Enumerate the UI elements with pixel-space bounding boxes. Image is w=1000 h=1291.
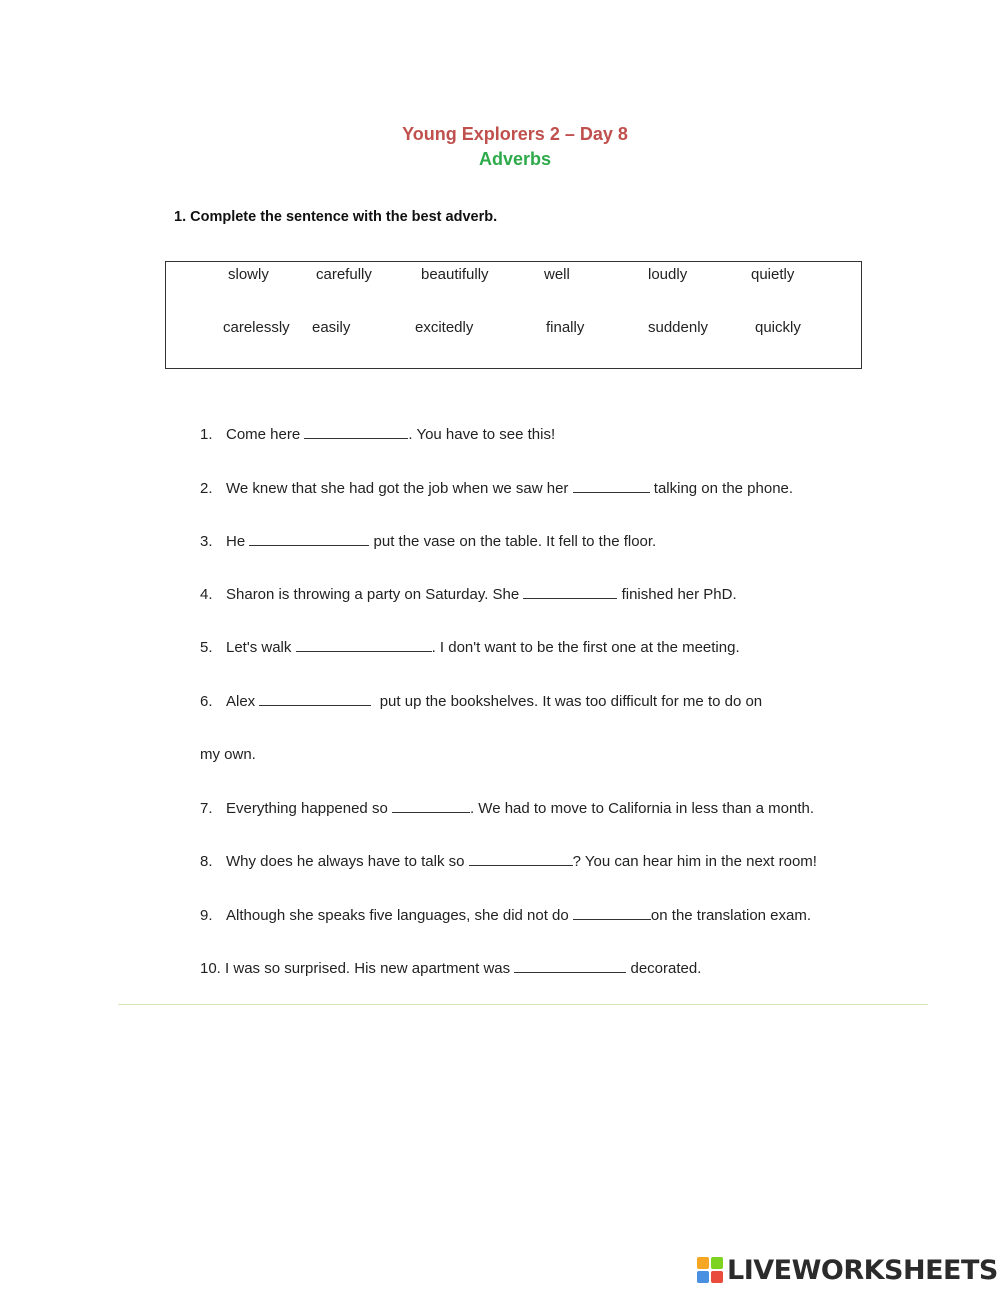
word-bank-item: excitedly <box>415 319 474 336</box>
sentence-7 <box>200 800 814 817</box>
logo-block <box>711 1257 723 1269</box>
sentence-text-after: . You have to see this! <box>408 426 556 443</box>
answer-blank[interactable] <box>304 426 408 439</box>
sentence-5 <box>200 639 740 656</box>
sentence-9 <box>200 907 811 924</box>
sentence-number: 8. <box>200 853 213 870</box>
sentence-text-before: Why does he always have to talk so <box>226 853 465 870</box>
sentence-text-after: . We had to move to California in less than a month. <box>469 800 815 817</box>
word-bank-item: suddenly <box>648 319 709 336</box>
word-bank-item: well <box>544 266 570 283</box>
sentence-text-before: Sharon is throwing a party on Saturday. She <box>226 586 520 603</box>
sentence-6 <box>200 693 762 710</box>
answer-blank[interactable] <box>573 907 651 920</box>
sentence-text-before: He <box>226 533 246 550</box>
sentence-1 <box>200 426 555 443</box>
answer-blank[interactable] <box>469 853 573 866</box>
sentence-text-before: We knew that she had got the job when we saw her <box>226 480 569 497</box>
sentence-text-after: decorated. <box>630 960 702 977</box>
logo-block <box>697 1257 709 1269</box>
worksheet-title: Young Explorers 2 – Day 8 <box>402 124 628 144</box>
word-bank-item: quickly <box>755 319 801 336</box>
answer-blank[interactable] <box>296 639 432 652</box>
sentence-text-before: Come here <box>226 426 301 443</box>
sentence-4 <box>200 586 737 603</box>
sentence-text-before: Let's walk <box>226 639 292 656</box>
sentence-number: 10. <box>200 960 221 977</box>
logo-block <box>711 1271 723 1283</box>
word-bank-item: slowly <box>228 266 269 283</box>
sentence-number: 5. <box>200 639 213 656</box>
word-bank-item: quietly <box>751 266 795 283</box>
sentence-number: 4. <box>200 586 213 603</box>
worksheet-subtitle: Adverbs <box>478 149 552 169</box>
sentence-number: 6. <box>200 693 213 710</box>
instruction-text: 1. Complete the sentence with the best adverb. <box>174 209 498 225</box>
page-divider <box>118 1004 928 1005</box>
sentence-text-after: put up the bookshelves. It was too difficult for me to do on <box>379 693 763 710</box>
sentence-text-before: Everything happened so <box>226 800 388 817</box>
logo-text: LIVEWORKSHEETS <box>727 1254 998 1286</box>
liveworksheets-logo <box>697 1255 998 1285</box>
sentence-text-before: Alex <box>226 693 256 710</box>
sentence-10 <box>200 960 701 977</box>
sentence-text-after: ? You can hear him in the next room! <box>572 853 817 870</box>
sentence-text-after: on the translation exam. <box>650 907 812 924</box>
word-bank-item: beautifully <box>421 266 489 283</box>
sentence-number: 3. <box>200 533 213 550</box>
sentence-text-after: put the vase on the table. It fell to the floor. <box>373 533 657 550</box>
sentence-number: 9. <box>200 907 213 924</box>
sentence-6-continuation: my own. <box>200 746 256 763</box>
word-bank-item: carelessly <box>223 319 290 336</box>
sentence-text-before: Although she speaks five languages, she did not do <box>226 907 569 924</box>
sentence-8 <box>200 853 817 870</box>
answer-blank[interactable] <box>259 693 371 706</box>
sentence-text-after: finished her PhD. <box>621 586 737 603</box>
sentence-2 <box>200 480 793 497</box>
sentence-number: 2. <box>200 480 213 497</box>
answer-blank[interactable] <box>514 960 626 973</box>
answer-blank[interactable] <box>523 586 617 599</box>
logo-blocks-icon <box>697 1257 723 1283</box>
word-bank-item: easily <box>312 319 351 336</box>
sentence-3 <box>200 533 656 550</box>
answer-blank[interactable] <box>573 480 650 493</box>
answer-blank[interactable] <box>392 800 470 813</box>
sentence-text-before: I was so surprised. His new apartment was <box>225 960 511 977</box>
sentence-number: 7. <box>200 800 213 817</box>
sentence-text-after: . I don't want to be the first one at the meeting. <box>431 639 740 656</box>
word-bank-item: finally <box>546 319 585 336</box>
sentence-number: 1. <box>200 426 213 443</box>
word-bank-item: carefully <box>316 266 372 283</box>
sentence-text-after: talking on the phone. <box>653 480 794 497</box>
logo-block <box>697 1271 709 1283</box>
word-bank-item: loudly <box>648 266 688 283</box>
answer-blank[interactable] <box>249 533 369 546</box>
